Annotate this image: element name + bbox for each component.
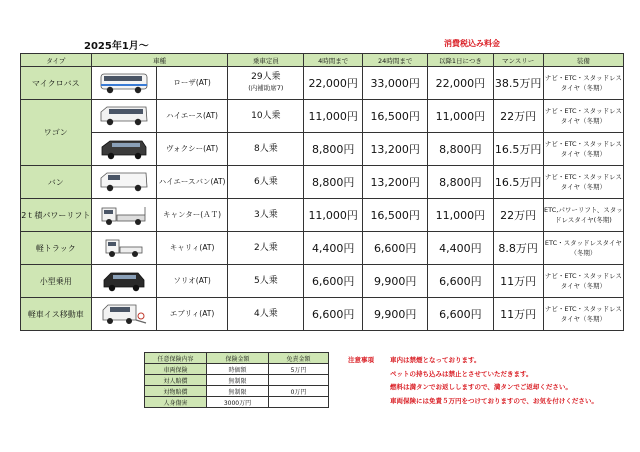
col-capacity: 乗車定員 <box>228 54 304 67</box>
microbus-icon <box>98 70 150 96</box>
insurance-label: 対人賠償 <box>145 375 207 386</box>
equipment: ナビ・ETC・スタッドレスタイヤ（冬期） <box>543 100 623 133</box>
table-row <box>21 67 624 100</box>
equipment: ETC・スタッドレスタイヤ（冬期） <box>543 232 623 265</box>
price-24h: 33,000円 <box>363 67 428 100</box>
price-monthly: 11万円 <box>493 265 543 298</box>
insurance-amount: 無制限 <box>207 386 269 397</box>
equipment: ナビ・ETC・スタッドレスタイヤ（冬期） <box>543 265 623 298</box>
insurance-amount: 無制限 <box>207 375 269 386</box>
vehicle-capacity: 6人乗 <box>228 166 304 199</box>
col-4h: 4時間まで <box>304 54 363 67</box>
price-4h: 11,000円 <box>304 100 363 133</box>
insurance-col-amount: 保険金額 <box>207 353 269 364</box>
equipment: ナビ・ETC・スタッドレスタイヤ（冬期） <box>543 67 623 100</box>
vehicle-model: ハイエース(AT) <box>156 100 228 133</box>
vehicle-type: ワゴン <box>21 100 92 166</box>
insurance-col-deductible: 免責金額 <box>269 353 329 364</box>
note-item: 車内は禁煙となっております。 <box>390 356 481 364</box>
insurance-row <box>145 397 329 408</box>
price-24h: 9,900円 <box>363 298 428 331</box>
van-icon <box>98 169 150 195</box>
table-header-row <box>21 54 624 67</box>
price-24h: 16,500円 <box>363 100 428 133</box>
table-row <box>21 100 624 133</box>
capacity-note: (内補助席7) <box>248 84 284 92</box>
notes-title: 注意事項 <box>348 356 374 364</box>
price-monthly: 8.8万円 <box>493 232 543 265</box>
equipment: ナビ・ETC・スタッドレスタイヤ（冬期） <box>543 133 623 166</box>
vehicle-capacity: 4人乗 <box>228 298 304 331</box>
vehicle-capacity: 8人乗 <box>228 133 304 166</box>
insurance-amount: 3000万円 <box>207 397 269 408</box>
insurance-row <box>145 364 329 375</box>
price-24h: 6,600円 <box>363 232 428 265</box>
insurance-deductible: 5万円 <box>269 364 329 375</box>
note-item: ペットの持ち込みは禁止とさせていただきます。 <box>390 369 533 378</box>
price-daily: 22,000円 <box>428 67 493 100</box>
price-4h: 6,600円 <box>304 265 363 298</box>
col-equipment: 装備 <box>543 54 623 67</box>
tax-included-note: 消費税込み料金 <box>444 39 500 48</box>
date-label: 2025年1月～ <box>84 41 149 52</box>
price-daily: 11,000円 <box>428 100 493 133</box>
price-daily: 11,000円 <box>428 199 493 232</box>
vehicle-type: 2ｔ積パワーリフト <box>21 199 92 232</box>
price-24h: 16,500円 <box>363 199 428 232</box>
rental-rate-table <box>20 53 624 331</box>
vehicle-model: キャリィ(AT) <box>156 232 228 265</box>
vehicle-model: キャンター(ＡＴ) <box>156 199 228 232</box>
price-24h: 13,200円 <box>363 166 428 199</box>
price-24h: 9,900円 <box>363 265 428 298</box>
price-daily: 8,800円 <box>428 133 493 166</box>
table-row <box>21 232 624 265</box>
vehicle-capacity: 3人乗 <box>228 199 304 232</box>
price-monthly: 38.5万円 <box>493 67 543 100</box>
price-daily: 6,600円 <box>428 265 493 298</box>
price-4h: 22,000円 <box>304 67 363 100</box>
vehicle-type: マイクロバス <box>21 67 92 100</box>
vehicle-capacity <box>228 67 304 100</box>
note-item: 車両保険には免責５万円をつけておりますので、お気を付けください。 <box>390 396 598 405</box>
insurance-row <box>145 375 329 386</box>
vehicle-model: ヴォクシー(AT) <box>156 133 228 166</box>
compact-car-icon <box>98 268 150 294</box>
price-daily: 4,400円 <box>428 232 493 265</box>
insurance-label: 車両保険 <box>145 364 207 375</box>
price-monthly: 22万円 <box>493 199 543 232</box>
wagon-icon <box>98 103 150 129</box>
price-4h: 8,800円 <box>304 133 363 166</box>
table-row <box>21 166 624 199</box>
insurance-header-row <box>145 353 329 364</box>
kei-truck-icon <box>98 235 150 261</box>
vehicle-model: ハイエースバン(AT) <box>156 166 228 199</box>
insurance-deductible: 0万円 <box>269 386 329 397</box>
vehicle-type: 小型乗用 <box>21 265 92 298</box>
note-item: 燃料は満タンでお返ししますので、満タンでご返却ください。 <box>390 383 572 391</box>
vehicle-type: バン <box>21 166 92 199</box>
vehicle-photo <box>91 232 156 265</box>
insurance-deductible <box>269 375 329 386</box>
vehicle-photo <box>91 133 156 166</box>
vehicle-photo <box>91 100 156 133</box>
equipment: ナビ・ETC・スタッドレスタイヤ（冬期） <box>543 166 623 199</box>
vehicle-photo <box>91 67 156 100</box>
equipment: ETC,パワーリフト、スタッドレスタイヤ(冬期) <box>543 199 623 232</box>
vehicle-type: 軽車イス移動車 <box>21 298 92 331</box>
vehicle-capacity: 10人乗 <box>228 100 304 133</box>
table-row <box>21 133 624 166</box>
col-daily: 以降1日につき <box>428 54 493 67</box>
notes-list <box>390 354 598 408</box>
table-row <box>21 298 624 331</box>
col-model: 車種 <box>91 54 228 67</box>
insurance-amount: 時価額 <box>207 364 269 375</box>
price-daily: 8,800円 <box>428 166 493 199</box>
table-row <box>21 199 624 232</box>
col-type: タイプ <box>21 54 92 67</box>
vehicle-model: ソリオ(AT) <box>156 265 228 298</box>
table-row <box>21 265 624 298</box>
vehicle-photo <box>91 166 156 199</box>
vehicle-photo <box>91 298 156 331</box>
price-24h: 13,200円 <box>363 133 428 166</box>
truck-icon <box>98 202 150 228</box>
wheelchair-van-icon <box>98 301 150 327</box>
insurance-label: 人身傷害 <box>145 397 207 408</box>
price-4h: 8,800円 <box>304 166 363 199</box>
price-monthly: 11万円 <box>493 298 543 331</box>
notes-section <box>348 354 374 368</box>
vehicle-capacity: 5人乗 <box>228 265 304 298</box>
col-monthly: マンスリー <box>493 54 543 67</box>
price-4h: 4,400円 <box>304 232 363 265</box>
equipment: ナビ・ETC・スタッドレスタイヤ（冬期） <box>543 298 623 331</box>
insurance-table <box>144 352 329 408</box>
minivan-icon <box>98 136 150 162</box>
price-monthly: 16.5万円 <box>493 166 543 199</box>
price-4h: 6,600円 <box>304 298 363 331</box>
vehicle-capacity: 2人乗 <box>228 232 304 265</box>
insurance-label: 対物賠償 <box>145 386 207 397</box>
price-4h: 11,000円 <box>304 199 363 232</box>
vehicle-model: ローザ(AT) <box>156 67 228 100</box>
col-24h: 24時間まで <box>363 54 428 67</box>
insurance-deductible <box>269 397 329 408</box>
insurance-col-item: 任意保険内容 <box>145 353 207 364</box>
vehicle-photo <box>91 199 156 232</box>
capacity-value: 29人乗 <box>251 72 281 82</box>
price-daily: 6,600円 <box>428 298 493 331</box>
vehicle-photo <box>91 265 156 298</box>
price-monthly: 22万円 <box>493 100 543 133</box>
vehicle-type: 軽トラック <box>21 232 92 265</box>
price-monthly: 16.5万円 <box>493 133 543 166</box>
vehicle-model: エブリィ(AT) <box>156 298 228 331</box>
insurance-row <box>145 386 329 397</box>
